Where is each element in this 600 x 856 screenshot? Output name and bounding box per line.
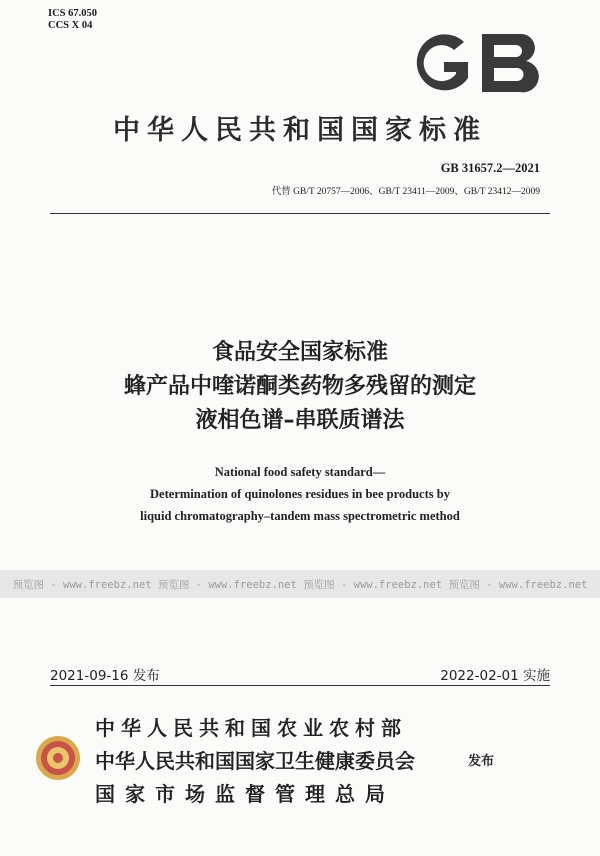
- standard-number: GB 31657.2—2021: [440, 161, 540, 175]
- cn-title-line1: 食品安全国家标准: [211, 340, 388, 365]
- issue-date: 2021-09-16 发布: [50, 668, 160, 684]
- issuer-line3: 国家市场监督管理总局: [95, 782, 395, 806]
- ics-code: ICS 67.050: [48, 8, 98, 19]
- national-emblem-icon: [35, 735, 81, 781]
- watermark-text: 预览图 - www.freebz.net 预览图 - www.freebz.net 预览图 - www.freebz.net 预览图 - www.freebz.net: [12, 579, 588, 591]
- org-title: 中华人民共和国国家标准: [113, 115, 487, 146]
- en-title-line2: Determination of quinolones residues in bee products by: [150, 487, 450, 501]
- ccs-code: CCS X 04: [48, 20, 93, 31]
- implement-date: 2022-02-01 实施: [440, 668, 550, 684]
- date-divider: [50, 685, 550, 686]
- en-title-line3: liquid chromatography–tandem mass spectrometric method: [140, 509, 460, 523]
- en-title-line1: National food safety standard—: [214, 465, 386, 479]
- gb-logo-icon: [402, 28, 552, 98]
- issuer-line2: 中华人民共和国国家卫生健康委员会: [95, 749, 415, 773]
- cn-title-line3: 液相色谱–串联质谱法: [195, 408, 405, 433]
- replaces-standards: 代替 GB/T 20757—2006、GB/T 23411—2009、GB/T 23412—2009: [271, 187, 540, 197]
- cn-title-line2: 蜂产品中喹诺酮类药物多残留的测定: [123, 374, 476, 399]
- publish-label: 发布: [468, 754, 495, 769]
- classification-codes: [48, 8, 97, 32]
- issuer-line1: 中华人民共和国农业农村部: [95, 716, 407, 740]
- header-divider: [50, 213, 550, 214]
